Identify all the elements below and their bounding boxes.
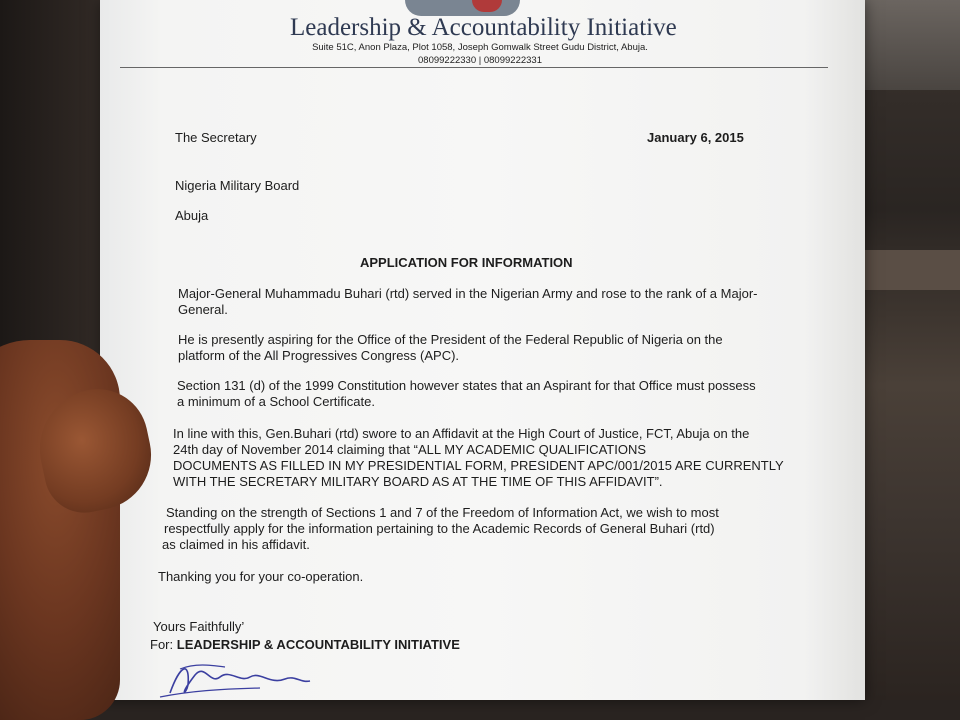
paragraph-4-line-2: 24th day of November 2014 claiming that “ALL MY ACADEMIC QUALIFICATIONS (173, 442, 647, 457)
paragraph-2-line-1: He is presently aspiring for the Office of the President of the Federal Republic of Nigeria on the (178, 332, 723, 347)
closing-for-line (150, 637, 460, 653)
paragraph-4-line-3: DOCUMENTS AS FILLED IN MY PRESIDENTIAL FORM, PRESIDENT APC/001/2015 ARE CURRENTLY (173, 458, 784, 473)
paragraph-4-line-4: WITH THE SECRETARY MILITARY BOARD AS AT THE TIME OF THIS AFFIDAVIT”. (173, 474, 663, 489)
paragraph-5-line-3: as claimed in his affidavit. (162, 537, 310, 552)
org-phone: 08099222330 | 08099222331 (418, 55, 542, 66)
paragraph-4-line-1: In line with this, Gen.Buhari (rtd) swore to an Affidavit at the High Court of Justice, FCT, Abuja on the (173, 426, 750, 441)
org-name: Leadership & Accountability Initiative (290, 14, 677, 41)
paragraph-6: Thanking you for your co-operation. (158, 569, 364, 584)
signature (150, 655, 320, 700)
closing-for-org: LEADERSHIP & ACCOUNTABILITY INITIATIVE (176, 637, 460, 652)
closing-for-prefix: For: (150, 637, 174, 652)
paragraph-3-line-2: a minimum of a School Certificate. (177, 394, 375, 409)
paragraph-3-line-1: Section 131 (d) of the 1999 Constitution however states that an Aspirant for that Office must possess (177, 378, 756, 393)
recipient-line-3: Abuja (175, 208, 209, 223)
recipient-line-2: Nigeria Military Board (175, 178, 300, 193)
paragraph-5-line-2: respectfully apply for the information pertaining to the Academic Records of General Buhari (rtd) (164, 521, 715, 536)
recipient-line-1: The Secretary (175, 130, 257, 145)
org-address: Suite 51C, Anon Plaza, Plot 1058, Joseph Gomwalk Street Gudu District, Abuja. (312, 42, 648, 53)
letterhead-divider (120, 67, 828, 68)
paragraph-1-line-2: General. (178, 302, 228, 317)
closing-salutation: Yours Faithfully’ (153, 619, 245, 634)
letter-subject: APPLICATION FOR INFORMATION (360, 255, 573, 270)
letter-date: January 6, 2015 (647, 130, 744, 145)
paragraph-2-line-2: platform of the All Progressives Congress (APC). (178, 348, 460, 363)
paragraph-5-line-1: Standing on the strength of Sections 1 and 7 of the Freedom of Information Act, we wish to most (166, 505, 719, 520)
paragraph-1-line-1: Major-General Muhammadu Buhari (rtd) served in the Nigerian Army and rose to the rank of a Major- (178, 286, 758, 301)
